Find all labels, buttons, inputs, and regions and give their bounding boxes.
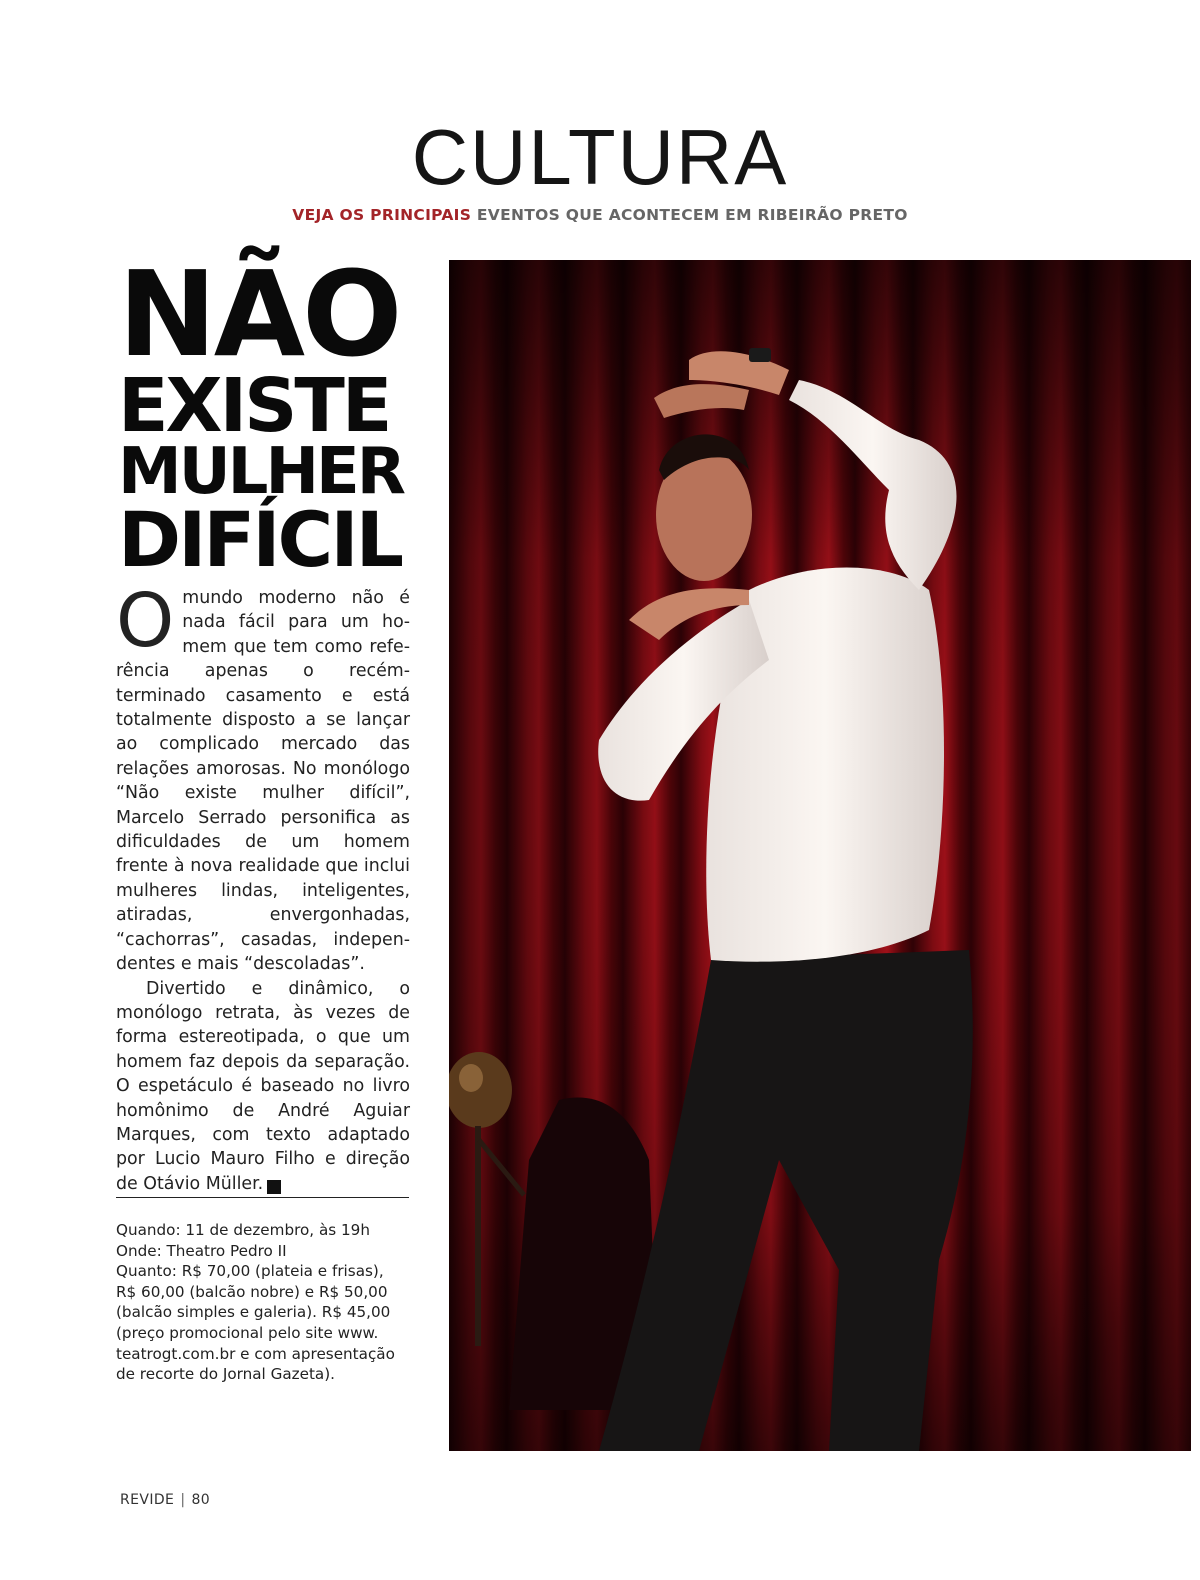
footer-separator: | — [180, 1492, 186, 1508]
headline-line-1: NÃO — [118, 245, 400, 383]
section-title: CULTURA — [411, 113, 789, 201]
headline-line-2: EXISTE — [118, 363, 390, 450]
paragraph-2-text: Divertido e dinâmico, o monólogo retrata, às vezes de forma estereotipada, o que um homem faz depois da separação. O espetáculo é baseado no livro homônimo de André Aguiar Marques, com texto adaptado por Lucio Mauro Filho e direção de Otávio Müller. — [116, 978, 410, 1194]
page-number: 80 — [191, 1492, 211, 1508]
magazine-name: REVIDE — [120, 1492, 175, 1508]
performer-photo-illustration — [449, 260, 1191, 1451]
paragraph-1-text: mundo moderno não é nada fácil para um homem que tem como referência apenas o recém-terminado casamento e está totalmente disposto a se lançar ao complicado mercado das relações amorosas. No monólogo “Não existe mulher difícil”, Marcelo Serrado personifica as dificuldades de um homem frente à nova realidade que inclui mulheres lindas, inteligentes, atiradas, envergonhadas, “cachorras”, casadas, independentes e mais “descoladas”. — [116, 588, 410, 975]
info-line: Quando: 11 de dezembro, às 19h — [116, 1221, 370, 1239]
info-line: Onde: Theatro Pedro II — [116, 1241, 287, 1260]
drop-cap: O — [116, 578, 175, 664]
section-subtitle — [200, 206, 1000, 224]
info-line: (balcão simples e galeria). R$ 45,00 — [116, 1303, 391, 1322]
section-subtitle-highlight: VEJA OS PRINCIPAIS — [292, 206, 472, 224]
headline-line-4: DIFÍCIL — [118, 494, 402, 584]
section-subtitle-rest: EVENTOS QUE ACONTECEM EM RIBEIRÃO PRETO — [471, 206, 908, 224]
divider-rule — [116, 1197, 409, 1198]
article-paragraph-2 — [116, 977, 410, 1197]
event-info — [116, 1220, 416, 1385]
info-line: Quanto: R$ 70,00 (plateia e frisas), — [116, 1262, 384, 1281]
info-line: teatrogt.com.br e com apresentação — [116, 1344, 395, 1363]
article-headline — [118, 245, 418, 584]
performer-photo — [449, 260, 1191, 1451]
info-line: de recorte do Jornal Gazeta). — [116, 1365, 335, 1384]
info-line: R$ 60,00 (balcão nobre) e R$ 50,00 — [116, 1282, 388, 1301]
page-footer — [120, 1492, 210, 1508]
article-paragraph-1 — [116, 578, 410, 977]
end-mark-icon: r — [267, 1180, 281, 1194]
info-line: (preço promocional pelo site www. — [116, 1323, 379, 1342]
article-body — [116, 578, 410, 1196]
headline-line-3: MULHER — [118, 435, 403, 510]
